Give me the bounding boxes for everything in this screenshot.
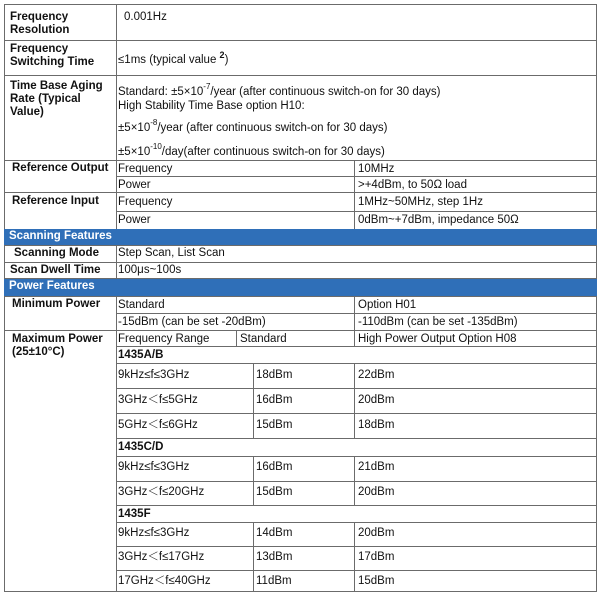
table-cell: 17dBm bbox=[358, 551, 395, 563]
freq-resolution-value: 0.001Hz bbox=[124, 11, 167, 23]
table-cell: 21dBm bbox=[358, 461, 395, 473]
table-cell: 3GHz＜f≤20GHz bbox=[118, 486, 205, 498]
aging-rate-label: Time Base Aging Rate (Typical Value) bbox=[10, 80, 103, 118]
table-cell: 15dBm bbox=[256, 419, 293, 431]
scan-dwell-value: 100μs~100s bbox=[118, 264, 182, 276]
max-power-col-h08: High Power Output Option H08 bbox=[358, 333, 517, 345]
min-power-standard-value: -15dBm (can be set -20dBm) bbox=[118, 316, 266, 328]
table-cell: 20dBm bbox=[358, 527, 395, 539]
max-power-col-standard: Standard bbox=[240, 333, 287, 345]
table-cell: 13dBm bbox=[256, 551, 293, 563]
aging-h10-line: High Stability Time Base option H10: bbox=[118, 100, 305, 112]
group-1435f-heading: 1435F bbox=[118, 508, 151, 520]
table-cell: 20dBm bbox=[358, 486, 395, 498]
aging-h10-day-line: $\pm 5\times 10^{-10}/day(after$ continuous switch-on for 30 days) bbox=[118, 142, 385, 158]
table-cell: 17GHz＜f≤40GHz bbox=[118, 575, 211, 587]
ref-output-label: Reference Output bbox=[12, 162, 109, 174]
freq-resolution-label: Frequency Resolution bbox=[10, 11, 70, 36]
max-power-col-freq: Frequency Range bbox=[118, 333, 210, 345]
scan-dwell-label: Scan Dwell Time bbox=[10, 264, 101, 276]
ref-input-freq-label: Frequency bbox=[118, 196, 173, 208]
table-cell: 16dBm bbox=[256, 394, 293, 406]
ref-output-freq-value: 10MHz bbox=[358, 163, 395, 175]
ref-input-label: Reference Input bbox=[12, 195, 99, 207]
table-cell: 18dBm bbox=[256, 369, 293, 381]
table-cell: 9kHz≤f≤3GHz bbox=[118, 369, 190, 381]
min-power-option-value: -110dBm (can be set -135dBm) bbox=[358, 316, 518, 328]
table-cell: 9kHz≤f≤3GHz bbox=[118, 461, 190, 473]
ref-input-power-label: Power bbox=[118, 214, 151, 226]
table-cell: 11dBm bbox=[256, 575, 292, 587]
power-features-header: Power Features bbox=[4, 279, 597, 296]
aging-h10-year-line: $\pm 5\times 10^{-8}$/year (after continuous switch-on for 30 days) bbox=[118, 118, 388, 134]
group-1435ab-heading: 1435A/B bbox=[118, 349, 164, 361]
scanning-mode-value: Step Scan, List Scan bbox=[118, 247, 225, 259]
scanning-features-header: Scanning Features bbox=[4, 229, 597, 245]
max-power-label: Maximum Power (25±10°C) bbox=[12, 333, 103, 358]
table-cell: 3GHz＜f≤17GHz bbox=[118, 551, 205, 563]
group-1435cd-heading: 1435C/D bbox=[118, 441, 164, 453]
table-cell: 15dBm bbox=[256, 486, 293, 498]
ref-input-freq-value: 1MHz~50MHz, step 1Hz bbox=[358, 196, 483, 208]
ref-output-power-label: Power bbox=[118, 179, 151, 191]
table-cell: 3GHz＜f≤5GHz bbox=[118, 394, 198, 406]
table-cell: 5GHz＜f≤6GHz bbox=[118, 419, 198, 431]
table-cell: 9kHz≤f≤3GHz bbox=[118, 527, 190, 539]
table-cell: 22dBm bbox=[358, 369, 395, 381]
table-cell: 18dBm bbox=[358, 419, 395, 431]
table-cell: 15dBm bbox=[358, 575, 395, 587]
ref-output-freq-label: Frequency bbox=[118, 163, 173, 175]
scanning-mode-label: Scanning Mode bbox=[14, 247, 99, 259]
min-power-option-head: Option H01 bbox=[358, 299, 417, 311]
ref-output-power-value: >+4dBm, to 50Ω load bbox=[358, 179, 467, 191]
min-power-standard-head: Standard bbox=[118, 299, 165, 311]
min-power-label: Minimum Power bbox=[12, 298, 101, 310]
table-cell: 14dBm bbox=[256, 527, 293, 539]
table-cell: 16dBm bbox=[256, 461, 293, 473]
freq-switching-label: Frequency Switching Time bbox=[10, 43, 95, 68]
freq-switching-value: ≤1ms (typical value $^2$) bbox=[118, 50, 229, 66]
aging-standard-line: Standard: $\pm 5\times 10^{-7}$/year (after continuous switch-on for 30 days) bbox=[118, 82, 441, 98]
ref-input-power-value: 0dBm~+7dBm, impedance 50Ω bbox=[358, 214, 519, 226]
table-cell: 20dBm bbox=[358, 394, 395, 406]
